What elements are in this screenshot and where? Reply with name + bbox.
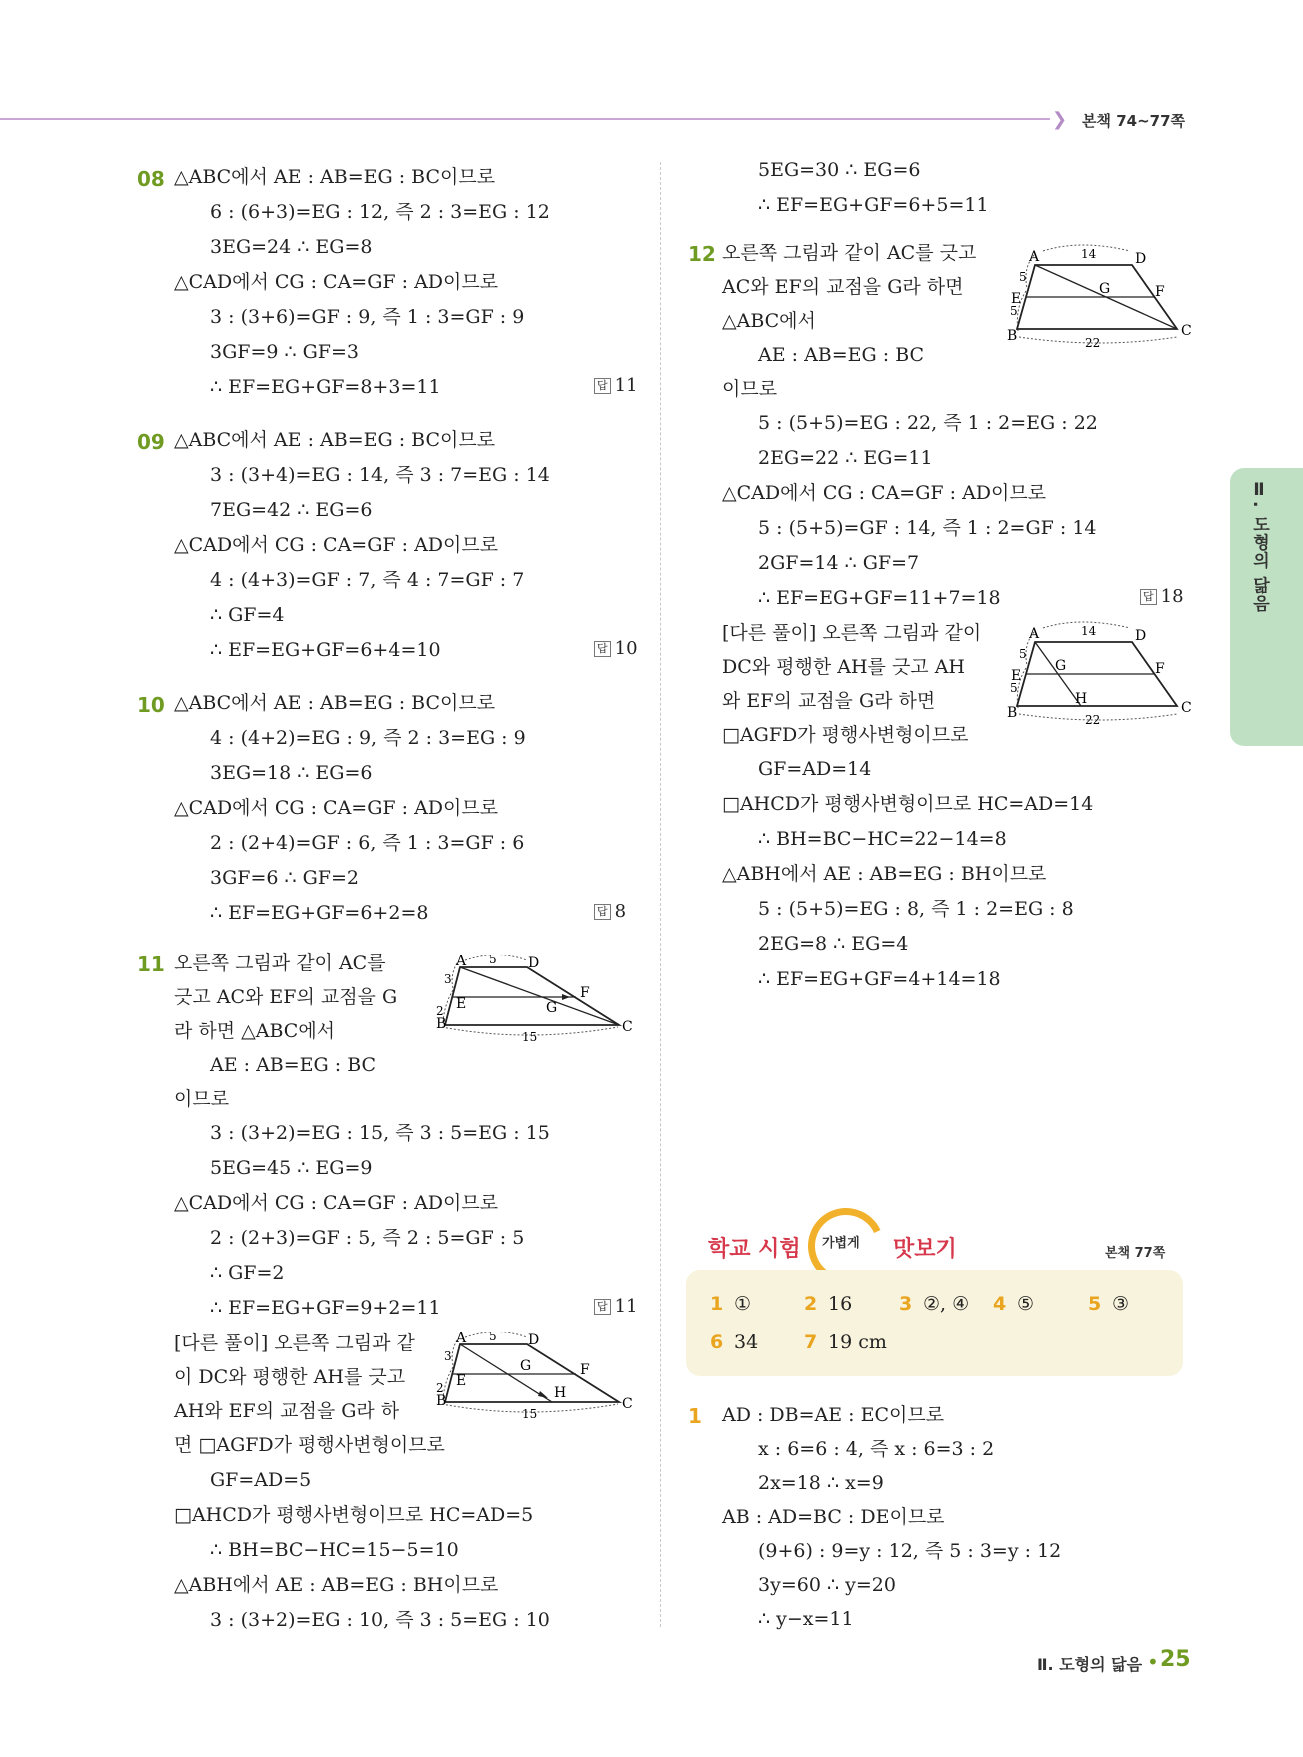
- solution-line: ∴ GF=2: [210, 1262, 285, 1284]
- solution-line: 2 : (2+3)=GF : 5, 즉 2 : 5=GF : 5: [210, 1227, 525, 1249]
- svg-text:5: 5: [489, 1332, 497, 1343]
- solution-line: ∴ GF=4: [210, 604, 285, 626]
- solution-line: AB : AD=BC : DE이므로: [722, 1506, 945, 1528]
- figure-12-alt: [1005, 620, 1195, 729]
- quiz-answer-value: ②, ④: [923, 1293, 970, 1315]
- solution-line: GF=AD=14: [758, 758, 872, 780]
- svg-text:5: 5: [1010, 681, 1018, 695]
- svg-text:B: B: [436, 1393, 447, 1409]
- solution-line: ∴ BH=BC−HC=15−5=10: [210, 1539, 459, 1561]
- solution-line: 4 : (4+3)=GF : 7, 즉 4 : 7=GF : 7: [210, 569, 525, 591]
- solution-line: 라 하면 △ABC에서: [174, 1020, 336, 1042]
- svg-text:E: E: [456, 1373, 467, 1389]
- solution-line: (9+6) : 9=y : 12, 즉 5 : 3=y : 12: [758, 1540, 1062, 1562]
- solution-line: ∴ EF=EG+GF=8+3=11: [210, 376, 441, 398]
- fig-label: A: [456, 955, 467, 969]
- chapter-tab-label: Ⅱ. 도형의 닮음: [1249, 480, 1269, 613]
- answer-value: 10: [614, 638, 638, 659]
- svg-text:C: C: [622, 1019, 632, 1035]
- solution-line: DC와 평행한 AH를 긋고 AH: [722, 656, 965, 678]
- solution-line: ∴ EF=EG+GF=6+2=8: [210, 902, 429, 924]
- solution-line: △CAD에서 CG : CA=GF : AD이므로: [174, 534, 499, 556]
- solution-line: □AHCD가 평행사변형이므로 HC=AD=14: [722, 793, 1094, 815]
- problem-number: 10: [137, 693, 165, 717]
- solution-line: 5 : (5+5)=EG : 8, 즉 1 : 2=EG : 8: [758, 898, 1074, 920]
- svg-text:15: 15: [522, 1407, 538, 1421]
- answer-label: [594, 638, 638, 659]
- svg-text:22: 22: [1085, 713, 1101, 725]
- svg-text:G: G: [520, 1358, 532, 1374]
- solution-line: 이므로: [722, 378, 778, 400]
- svg-text:5: 5: [1019, 270, 1027, 284]
- svg-text:3: 3: [444, 1349, 452, 1363]
- quiz-answer-number: 2: [804, 1293, 818, 1315]
- svg-text:C: C: [1181, 323, 1192, 339]
- answer-mark-icon: 답: [594, 904, 611, 920]
- quiz-title-left: 학교 시험: [708, 1237, 801, 1262]
- solution-line: 5 : (5+5)=GF : 14, 즉 1 : 2=GF : 14: [758, 517, 1097, 539]
- quiz-page-reference: 본책 77쪽: [1105, 1246, 1166, 1261]
- svg-text:D: D: [1135, 628, 1147, 644]
- svg-text:E: E: [1011, 291, 1022, 307]
- solution-line: 2x=18 ∴ x=9: [758, 1472, 884, 1494]
- answer-value: 11: [614, 1296, 638, 1317]
- svg-text:B: B: [1007, 705, 1018, 721]
- quiz-answer-value: 34: [734, 1331, 759, 1353]
- solution-line: ∴ EF=EG+GF=6+4=10: [210, 639, 441, 661]
- solution-line: x : 6=6 : 4, 즉 x : 6=3 : 2: [758, 1438, 995, 1460]
- svg-text:F: F: [580, 985, 590, 1001]
- answer-mark-icon: 답: [594, 641, 611, 657]
- solution-line: [다른 풀이] 오른쪽 그림과 같이: [722, 622, 982, 644]
- problem-number: 09: [137, 430, 165, 454]
- figure-11-alt: [432, 1332, 632, 1426]
- solution-line: ∴ y−x=11: [758, 1608, 854, 1630]
- solution-line: △ABC에서 AE : AB=EG : BC이므로: [174, 166, 496, 188]
- solution-line: 3y=60 ∴ y=20: [758, 1574, 896, 1596]
- solution-line: 3 : (3+6)=GF : 9, 즉 1 : 3=GF : 9: [210, 306, 525, 328]
- svg-text:F: F: [1155, 661, 1165, 677]
- quiz-answer-box: [686, 1270, 1183, 1376]
- svg-text:2: 2: [436, 1004, 444, 1018]
- solution-line: 2 : (2+4)=GF : 6, 즉 1 : 3=GF : 6: [210, 832, 525, 854]
- solution-line: 3EG=18 ∴ EG=6: [210, 762, 373, 784]
- solution-line: 긋고 AC와 EF의 교점을 G: [174, 986, 398, 1008]
- solution-line: 오른쪽 그림과 같이 AC를 긋고: [722, 242, 977, 264]
- solution-line: △CAD에서 CG : CA=GF : AD이므로: [722, 482, 1047, 504]
- solution-line: 면 □AGFD가 평행사변형이므로: [174, 1434, 445, 1456]
- footer-separator: •: [1147, 1650, 1159, 1674]
- solution-line: ∴ EF=EG+GF=9+2=11: [210, 1297, 441, 1319]
- quiz-answer-number: 6: [710, 1331, 724, 1353]
- svg-text:B: B: [1007, 328, 1018, 344]
- svg-text:D: D: [528, 955, 540, 971]
- svg-text:H: H: [1075, 691, 1088, 707]
- svg-text:C: C: [622, 1396, 632, 1412]
- svg-text:A: A: [1029, 626, 1040, 642]
- svg-text:G: G: [1055, 658, 1067, 674]
- problem-number: 12: [688, 242, 716, 266]
- svg-text:E: E: [456, 996, 467, 1012]
- solution-line: □AGFD가 평행사변형이므로: [722, 724, 969, 746]
- problem-number: 11: [137, 952, 165, 976]
- svg-text:E: E: [1011, 668, 1022, 684]
- quiz-answer-value: 16: [828, 1293, 853, 1315]
- quiz-answer-number: 5: [1088, 1293, 1102, 1315]
- solution-line: 5EG=45 ∴ EG=9: [210, 1157, 373, 1179]
- answer-mark-icon: 답: [1140, 589, 1157, 605]
- solution-line: 3EG=24 ∴ EG=8: [210, 236, 373, 258]
- solution-line: 6 : (6+3)=EG : 12, 즉 2 : 3=EG : 12: [210, 201, 550, 223]
- solution-line: 이므로: [174, 1088, 230, 1110]
- solution-line: △CAD에서 CG : CA=GF : AD이므로: [174, 271, 499, 293]
- solution-line: △ABC에서 AE : AB=EG : BC이므로: [174, 429, 496, 451]
- answer-value: 18: [1160, 586, 1184, 607]
- solution-line: 3 : (3+2)=EG : 15, 즉 3 : 5=EG : 15: [210, 1122, 550, 1144]
- quiz-answer-value: 19 cm: [828, 1331, 887, 1353]
- svg-text:G: G: [546, 1000, 558, 1016]
- solution-line: GF=AD=5: [210, 1469, 312, 1491]
- quiz-answer-value: ⑤: [1017, 1293, 1035, 1315]
- svg-text:B: B: [436, 1016, 447, 1032]
- quiz-answer-value: ③: [1112, 1293, 1130, 1315]
- solution-line: 5EG=30 ∴ EG=6: [758, 159, 921, 181]
- quiz-answer-value: ①: [734, 1293, 752, 1315]
- solution-line: 3GF=6 ∴ GF=2: [210, 867, 359, 889]
- svg-text:5: 5: [1010, 304, 1018, 318]
- svg-text:22: 22: [1085, 336, 1101, 348]
- svg-text:3: 3: [444, 972, 452, 986]
- page-number: 25: [1160, 1647, 1191, 1672]
- solution-line: AH와 EF의 교점을 G라 하: [174, 1400, 400, 1422]
- svg-text:A: A: [1029, 249, 1040, 265]
- solution-line: ∴ BH=BC−HC=22−14=8: [758, 828, 1007, 850]
- solution-line: □AHCD가 평행사변형이므로 HC=AD=5: [174, 1504, 534, 1526]
- solution-line: ∴ EF=EG+GF=4+14=18: [758, 968, 1001, 990]
- solution-line: AD : DB=AE : EC이므로: [722, 1404, 945, 1426]
- solution-line: 와 EF의 교점을 G라 하면: [722, 690, 936, 712]
- svg-text:F: F: [580, 1362, 590, 1378]
- svg-text:14: 14: [1081, 247, 1097, 261]
- quiz-title-mid: 가볍게: [822, 1236, 860, 1251]
- answer-label: [1140, 586, 1184, 607]
- solution-line: △ABC에서: [722, 310, 816, 332]
- solution-line: [다른 풀이] 오른쪽 그림과 같: [174, 1332, 415, 1354]
- svg-text:G: G: [1099, 281, 1111, 297]
- figure-12: [1005, 243, 1195, 352]
- solution-line: 2EG=8 ∴ EG=4: [758, 933, 909, 955]
- solution-line: 5 : (5+5)=EG : 22, 즉 1 : 2=EG : 22: [758, 412, 1098, 434]
- answer-value: 11: [614, 375, 638, 396]
- solution-line: AE : AB=EG : BC: [758, 344, 925, 366]
- solution-line: 4 : (4+2)=EG : 9, 즉 2 : 3=EG : 9: [210, 727, 526, 749]
- solution-line: 2GF=14 ∴ GF=7: [758, 552, 920, 574]
- problem-number: 08: [137, 167, 165, 191]
- solution-line: △CAD에서 CG : CA=GF : AD이므로: [174, 797, 499, 819]
- solution-line: 3 : (3+4)=EG : 14, 즉 3 : 7=EG : 14: [210, 464, 550, 486]
- svg-text:H: H: [554, 1385, 567, 1401]
- solution-line: AE : AB=EG : BC: [210, 1054, 377, 1076]
- svg-text:5: 5: [489, 955, 497, 966]
- answer-label: [594, 901, 626, 922]
- quiz-answer-number: 7: [804, 1331, 818, 1353]
- solution-line: ∴ EF=EG+GF=11+7=18: [758, 587, 1001, 609]
- quiz-answer-number: 4: [993, 1293, 1007, 1315]
- solution-line: △CAD에서 CG : CA=GF : AD이므로: [174, 1192, 499, 1214]
- quiz-answer-number: 3: [899, 1293, 913, 1315]
- svg-text:A: A: [456, 1332, 467, 1346]
- solution-line: △ABH에서 AE : AB=EG : BH이므로: [722, 863, 1047, 885]
- answer-mark-icon: 답: [594, 378, 611, 394]
- figure-11: [432, 955, 632, 1049]
- solution-line: △ABC에서 AE : AB=EG : BC이므로: [174, 692, 496, 714]
- answer-value: 8: [614, 901, 627, 922]
- svg-text:C: C: [1181, 700, 1192, 716]
- svg-text:D: D: [1135, 251, 1147, 267]
- solution-line: 오른쪽 그림과 같이 AC를: [174, 952, 386, 974]
- page-reference: 본책 74~77쪽: [1082, 112, 1186, 130]
- solution-line: AC와 EF의 교점을 G라 하면: [722, 276, 964, 298]
- solution-line: 7EG=42 ∴ EG=6: [210, 499, 373, 521]
- column-divider: [660, 162, 661, 1627]
- svg-text:2: 2: [436, 1381, 444, 1395]
- svg-text:14: 14: [1081, 624, 1097, 638]
- svg-text:D: D: [528, 1332, 540, 1348]
- answer-label: [594, 375, 638, 396]
- solution-line: 3 : (3+2)=EG : 10, 즉 3 : 5=EG : 10: [210, 1609, 550, 1631]
- solution-line: △ABH에서 AE : AB=EG : BH이므로: [174, 1574, 499, 1596]
- answer-mark-icon: 답: [594, 1299, 611, 1315]
- answer-label: [594, 1296, 638, 1317]
- footer-chapter: Ⅱ. 도형의 닮음: [1037, 1655, 1143, 1674]
- svg-text:F: F: [1155, 284, 1165, 300]
- chevron-right-icon: ❯: [1052, 109, 1068, 130]
- solution-line: ∴ EF=EG+GF=6+5=11: [758, 194, 989, 216]
- header-rule: [0, 118, 1050, 120]
- quiz-answer-number: 1: [710, 1293, 724, 1315]
- problem-number: 1: [688, 1404, 702, 1428]
- solution-line: 2EG=22 ∴ EG=11: [758, 447, 933, 469]
- quiz-title-right: 맛보기: [893, 1237, 957, 1262]
- svg-text:15: 15: [522, 1030, 538, 1044]
- solution-line: 3GF=9 ∴ GF=3: [210, 341, 359, 363]
- solution-line: 이 DC와 평행한 AH를 긋고: [174, 1366, 406, 1388]
- svg-text:5: 5: [1019, 647, 1027, 661]
